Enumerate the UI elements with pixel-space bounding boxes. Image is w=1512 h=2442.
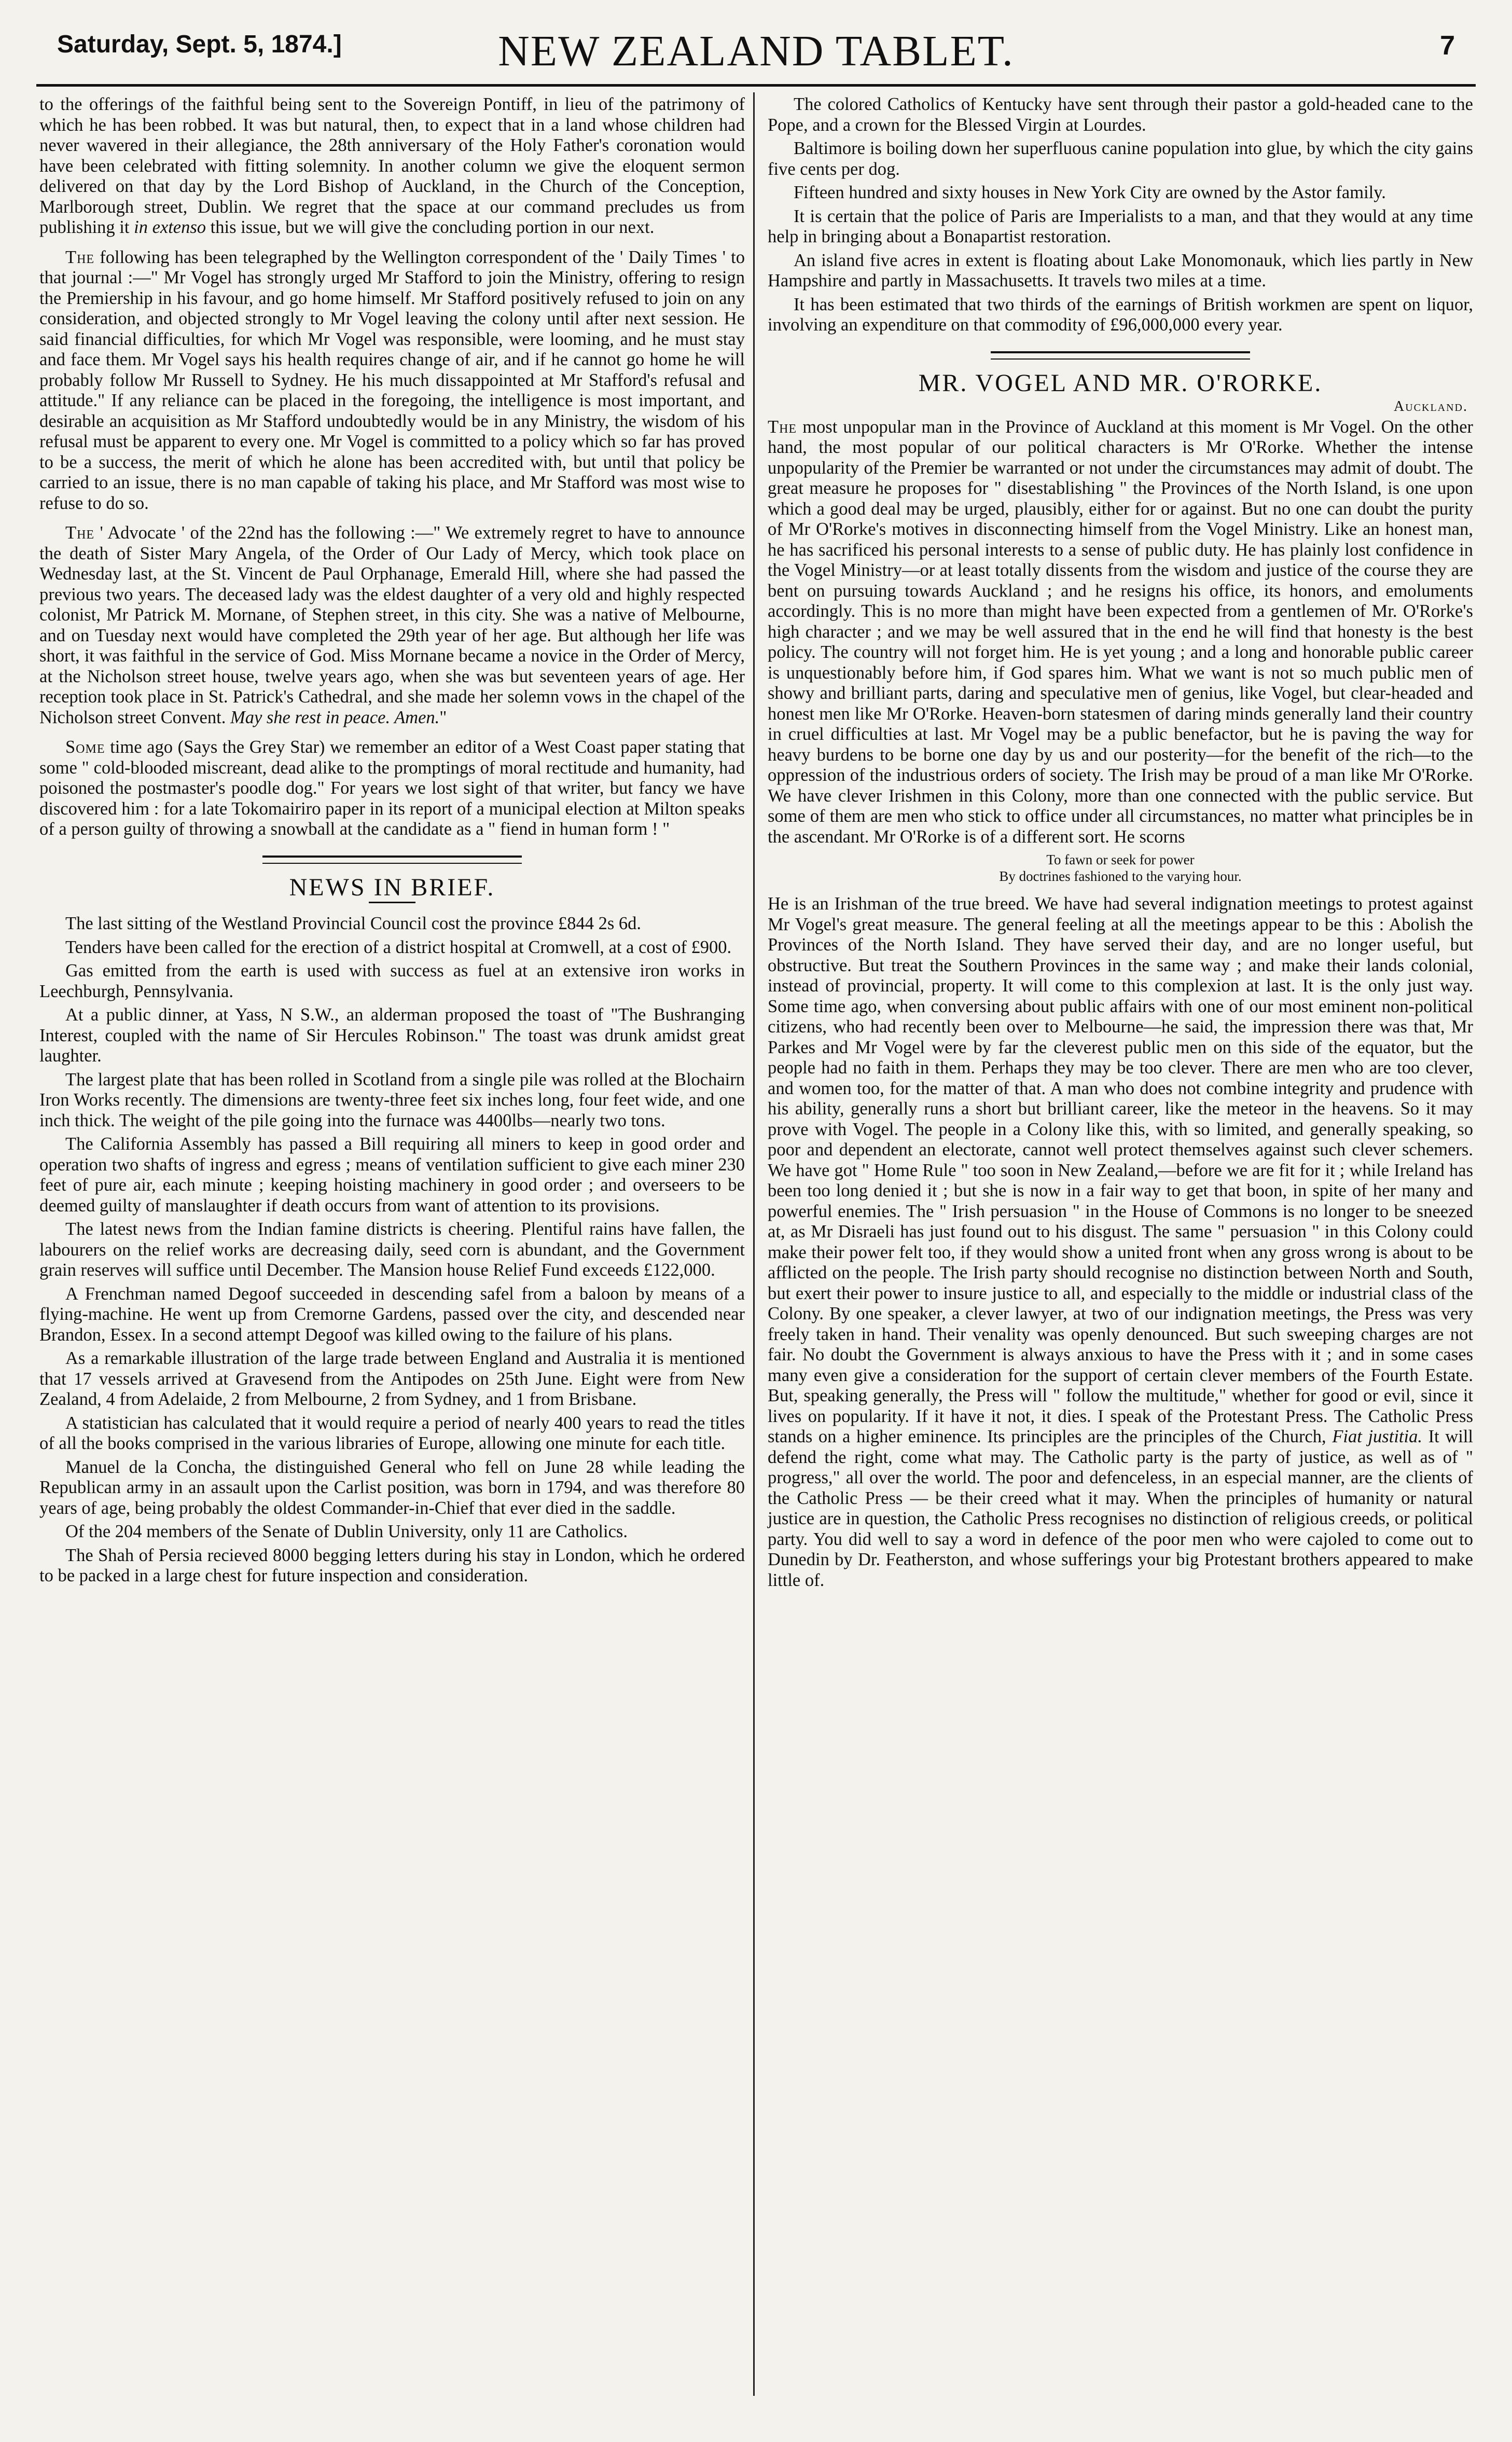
verse-line: To fawn or seek for power bbox=[1046, 852, 1195, 867]
article-paragraph: He is an Irishman of the true breed. We have had several indignation meetings to protest against Mr Vogel's great measure. The general feeling at all the meetings appear to be this : Abolish the Provinces of the North Island. They have served their day, and are no longer useful, but obstructive. But treat the Southern Provinces in the same way ; and make their lands colonial, instead of provincial, property. It will come to this complexion at last. It is the only just way. Some time ago, when conversing about public affairs with one of our most eminent non-political citizens, who had recently been over to Melbourne—he said, the impression there was that, Mr Parkes and Mr Vogel were by far the cleverest public men on this side of the equator, but the people had no faith in them. Perhaps they may be too clever. There are men who are too clever, and women too, for the matter of that. A man who does not combine integrity and prudence with his ability, generally runs a short but brilliant career, like the meteor in the heavens. So it may prove with Vogel. The people in a Colony like this, with so limited, and generally speaking, so poor and dependent an electorate, cannot well protect themselves against such clever schemers. We have got " Home Rule " too soon in New Zealand,—before we are fit for it ; while Ireland has been too long denied it ; but she is now in a fair way to get that boon, in spite of her many and powerful enemies. The " Irish persuasion " in the House of Commons is no longer to be sneezed at, as Mr Disraeli has just found out to his disgust. The same " persuasion " in this Colony could make their power felt too, if they would show a united front when any gross wrong is about to be afflicted on the people. The Irish party should recognise no distinction between North and South, but exert their power to insure justice to all, and especially to the middle or industrial class of the Colony. By one speaker, a clever lawyer, at two of our indignation meetings, the Press was very freely taken in hand. Their venality was openly denounced. But such sweeping charges are not fair. No doubt the Government is always anxious to have the Press with it ; and in some cases many even give a consideration for the support of certain clever members of the Fourth Estate. But, speaking generally, the Press will " follow the multitude," whether for good or evil, since it lives on popularity. If it have it not, it dies. I speak of the Protestant Press. The Catholic Press stands on a higher eminence. Its principles are the principles of the Church, Fiat justitia. It will defend the right, come what may. The Catholic party is the party of justice, as well as of " progress," all over the world. The poor and defenceless, in an especial manner, are the clients of the Catholic Press — be their creed what it may. When the principles of humanity or natural justice are in question, the Catholic Press recognises no distinction of religious creeds, or political party. You did well to say a word in defence of the poor men who were cajoled to come out to Dunedin by Dr. Featherston, and whose sufferings your big Protestant brothers appeared to make little of. bbox=[768, 894, 1473, 1590]
verse-line: By doctrines fashioned to the varying hour. bbox=[999, 868, 1242, 884]
heading-rule bbox=[369, 902, 415, 903]
news-item: A statistician has calculated that it would require a period of nearly 400 years to read the titles of all the books comprised in the various libraries of Europe, allowing one minute for each title. bbox=[39, 1413, 745, 1453]
news-item: Manuel de la Concha, the distinguished General who fell on June 28 while leading the Republican army in an assault upon the Carlist position, was born in 1794, and was therefore 80 years of age, being probably the oldest Commander-in-Chief that ever died in the saddle. bbox=[39, 1457, 745, 1518]
section-divider bbox=[262, 856, 522, 864]
news-item: It has been estimated that two thirds of the earnings of British workmen are spent on liquor, involving an expenditure on that commodity of £96,000,000 every year. bbox=[768, 294, 1473, 335]
left-column bbox=[39, 94, 745, 1590]
news-item: The Shah of Persia recieved 8000 begging letters during his stay in London, which he ordered to be packed in a large chest for future inspection and consideration. bbox=[39, 1545, 745, 1585]
right-column bbox=[768, 94, 1473, 1594]
editorial-paragraph: Some time ago (Says the Grey Star) we remember an editor of a West Coast paper stating that some " cold-blooded miscreant, dead alike to the promptings of moral rectitude and humanity, had poisoned the postmaster's poodle dog." For years we lost sight of that writer, but fancy we have discovered him : for a late Tokomairiro paper in its report of a municipal election at Milton speaks of a person guilty of throwing a snowball at the candidate as a " fiend in human form ! " bbox=[39, 737, 745, 839]
issue-date: Saturday, Sept. 5, 1874.] bbox=[57, 31, 342, 58]
news-in-brief-heading: NEWS IN BRIEF. bbox=[289, 873, 495, 901]
news-item: Fifteen hundred and sixty houses in New York City are owned by the Astor family. bbox=[794, 183, 1386, 202]
news-item: It is certain that the police of Paris are Imperialists to a man, and that they would at any time help in bringing about a Bonapartist restoration. bbox=[768, 206, 1473, 246]
dateline: Auckland. bbox=[1394, 398, 1468, 415]
news-item: As a remarkable illustration of the large trade between England and Australia it is mentioned that 17 vessels arrived at Gravesend from the Antipodes on 25th June. Eight were from New Zealand, 4 from Adelaide, 2 from Melbourne, 2 from Sydney, and 1 from Brisbane. bbox=[39, 1348, 745, 1409]
editorial-paragraph: The following has been telegraphed by the Wellington correspondent of the ' Daily Times ' to that journal :—" Mr Vogel has strongly urged Mr Stafford to join the Ministry, offering to resign the Premiership in his favour, and go home himself. Mr Stafford positively refused to join on any consideration, and objected strongly to Mr Vogel leaving the colony until after next session. He said financial difficulties, for which Mr Vogel was responsible, were looming, and he must stay and face them. Mr Vogel says his health requires change of air, and if he cannot go home he will probably follow Mr Russell to Sydney. He his much dissappointed at Mr Stafford's refusal and attitude." If any reliance can be placed in the foregoing, the intelligence is most important, and desirable an acquisition as Mr Stafford undoubtedly would be in any Ministry, the wisdom of his refusal must be apparent to every one. Mr Vogel is committed to a policy which so far has proved to be a success, the merit of which he alone has been accredited with, but until that policy be carried to an issue, there is no man capable of taking his place, and Mr Stafford was most wise to refuse to do so. bbox=[39, 247, 745, 513]
article-paragraph: The most unpopular man in the Province of Auckland at this moment is Mr Vogel. On the other hand, the most popular of our political characters is Mr O'Rorke. Whether the intense unpopularity of the Premier be warranted or not under the circumstances may admit of doubt. The great measure he proposes for " disestablishing " the Provinces of the North Island, is one upon which a good deal may be urged, plausibly, either for or against. But no one can doubt the purity of Mr O'Rorke's motives in disconnecting himself from the Vogel Ministry. Like an honest man, he has sacrificed his personal interests to a sense of public duty. He has plainly lost confidence in the Vogel Ministry—or at least totally dissents from the wisdom and justice of the course they are bent on pursuing towards Auckland ; and he resigns his office, its honors, and emoluments accordingly. This is no more than might have been expected from a gentlemen of Mr. O'Rorke's high character ; and we may be well assured that in the end he will find that honesty is the best policy. The country will not forget him. He is yet young ; and a long and honorable public career is unquestionably before him, if God spares him. What we want is not so much public men of showy and brilliant parts, daring and speculative men of genius, like Vogel, but clear-headed and honest men like Mr O'Rorke. Heaven-born statesmen of daring minds generally land their country in cruel difficulties at last. Mr Vogel may be a public benefactor, but he is paving the way for heavy burdens to be borne one day by us and our posterity—for the benefit of the rich—to the oppression of the industrious orders of society. The Irish may be proud of a man like Mr O'Rorke. We have clever Irishmen in this Colony, more than one connected with the public service. But some of them are men who stick to office under all circumstances, no matter what principles be in the ascendant. Mr O'Rorke is of a different sort. He scorns bbox=[768, 417, 1473, 847]
news-item: A Frenchman named Degoof succeeded in descending safel from a baloon by means of a flying-machine. He went up from Cremorne Gardens, passed over the city, and descended near Brandon, Essex. In a second attempt Degoof was killed owing to the failure of his plans. bbox=[39, 1284, 745, 1345]
news-item: Tenders have been called for the erection of a district hospital at Cromwell, at a cost of £900. bbox=[65, 937, 732, 957]
news-item: Baltimore is boiling down her superfluous canine population into glue, by which the city gains five cents per dog. bbox=[768, 139, 1473, 179]
news-item: The colored Catholics of Kentucky have sent through their pastor a gold-headed cane to the Pope, and a crown for the Blessed Virgin at Lourdes. bbox=[768, 94, 1473, 135]
news-item: Gas emitted from the earth is used with success as fuel at an extensive iron works in Leechburgh, Pennsylvania. bbox=[39, 961, 745, 1001]
page-number: 7 bbox=[1440, 31, 1455, 61]
masthead-title: NEW ZEALAND TABLET. bbox=[498, 27, 1014, 75]
column-divider bbox=[753, 92, 755, 2396]
news-item: The latest news from the Indian famine districts is cheering. Plentiful rains have fallen, the labourers on the relief works are decreasing daily, seed corn is abundant, and the Government grain reserves will suffice until December. The Mansion house Relief Fund exceeds £122,000. bbox=[39, 1219, 745, 1280]
news-item: Of the 204 members of the Senate of Dublin University, only 11 are Catholics. bbox=[65, 1522, 628, 1541]
news-item: The largest plate that has been rolled in Scotland from a single pile was rolled at the Blochairn Iron Works recently. The dimensions are twenty-three feet six inches long, four feet wide, and one inch thick. The weight of the pile going into the furnace was 4400lbs—nearly two tons. bbox=[39, 1069, 745, 1130]
news-item: The California Assembly has passed a Bill requiring all miners to keep in good order and operation two shafts of ingress and egress ; means of ventilation sufficient to give each miner 230 feet of pure air, each minute ; keeping hoisting machinery in good order ; and overseers to be deemed guilty of manslaughter if death occurs from want of attention to its provisions. bbox=[39, 1134, 745, 1216]
section-divider bbox=[991, 351, 1250, 360]
news-item: At a public dinner, at Yass, N S.W., an alderman proposed the toast of "The Bushranging Interest, coupled with the name of Sir Hercules Robinson." The toast was drunk amidst great laughter. bbox=[39, 1005, 745, 1066]
verse-quote bbox=[768, 851, 1473, 885]
article-heading: MR. VOGEL AND MR. O'RORKE. bbox=[918, 369, 1323, 397]
header-rule bbox=[36, 84, 1476, 87]
editorial-paragraph: to the offerings of the faithful being sent to the Sovereign Pontiff, in lieu of the patrimony of which he has been robbed. It was but natural, then, to expect that in a land whose children had never wavered in their allegiance, the 28th anniversary of the Holy Father's coronation would have been celebrated with fitting solemnity. In another column we give the eloquent sermon delivered on that day by the Lord Bishop of Auckland, in the Church of the Conception, Marlborough street, Dublin. We regret that the space at our command precludes us from publishing it in extenso this issue, but we will give the concluding portion in our next. bbox=[39, 94, 745, 237]
news-item: The last sitting of the Westland Provincial Council cost the province £844 2s 6d. bbox=[65, 914, 641, 933]
page-header bbox=[57, 21, 1455, 83]
editorial-paragraph: The ' Advocate ' of the 22nd has the following :—" We extremely regret to have to announce the death of Sister Mary Angela, of the Order of Our Lady of Mercy, which took place on Wednesday last, at the St. Vincent de Paul Orphanage, Emerald Hill, where she had passed the previous two years. The deceased lady was the eldest daughter of a very old and highly respected colonist, Mr Patrick M. Mornane, of Stephen street, in this city. She was a native of Melbourne, and on Tuesday next would have completed the 29th year of her age. But although her life was short, it was faithful in the service of God. Miss Mornane became a novice in the Order of Mercy, at the Nicholson street house, twelve years ago, when she was but seventeen years of age. Her reception took place in St. Patrick's Cathedral, and she made her solemn vows in the chapel of the Nicholson street Convent. May she rest in peace. Amen." bbox=[39, 523, 745, 727]
news-item: An island five acres in extent is floating about Lake Monomonauk, which lies partly in New Hampshire and partly in Massachusetts. It travels two miles at a time. bbox=[768, 250, 1473, 291]
